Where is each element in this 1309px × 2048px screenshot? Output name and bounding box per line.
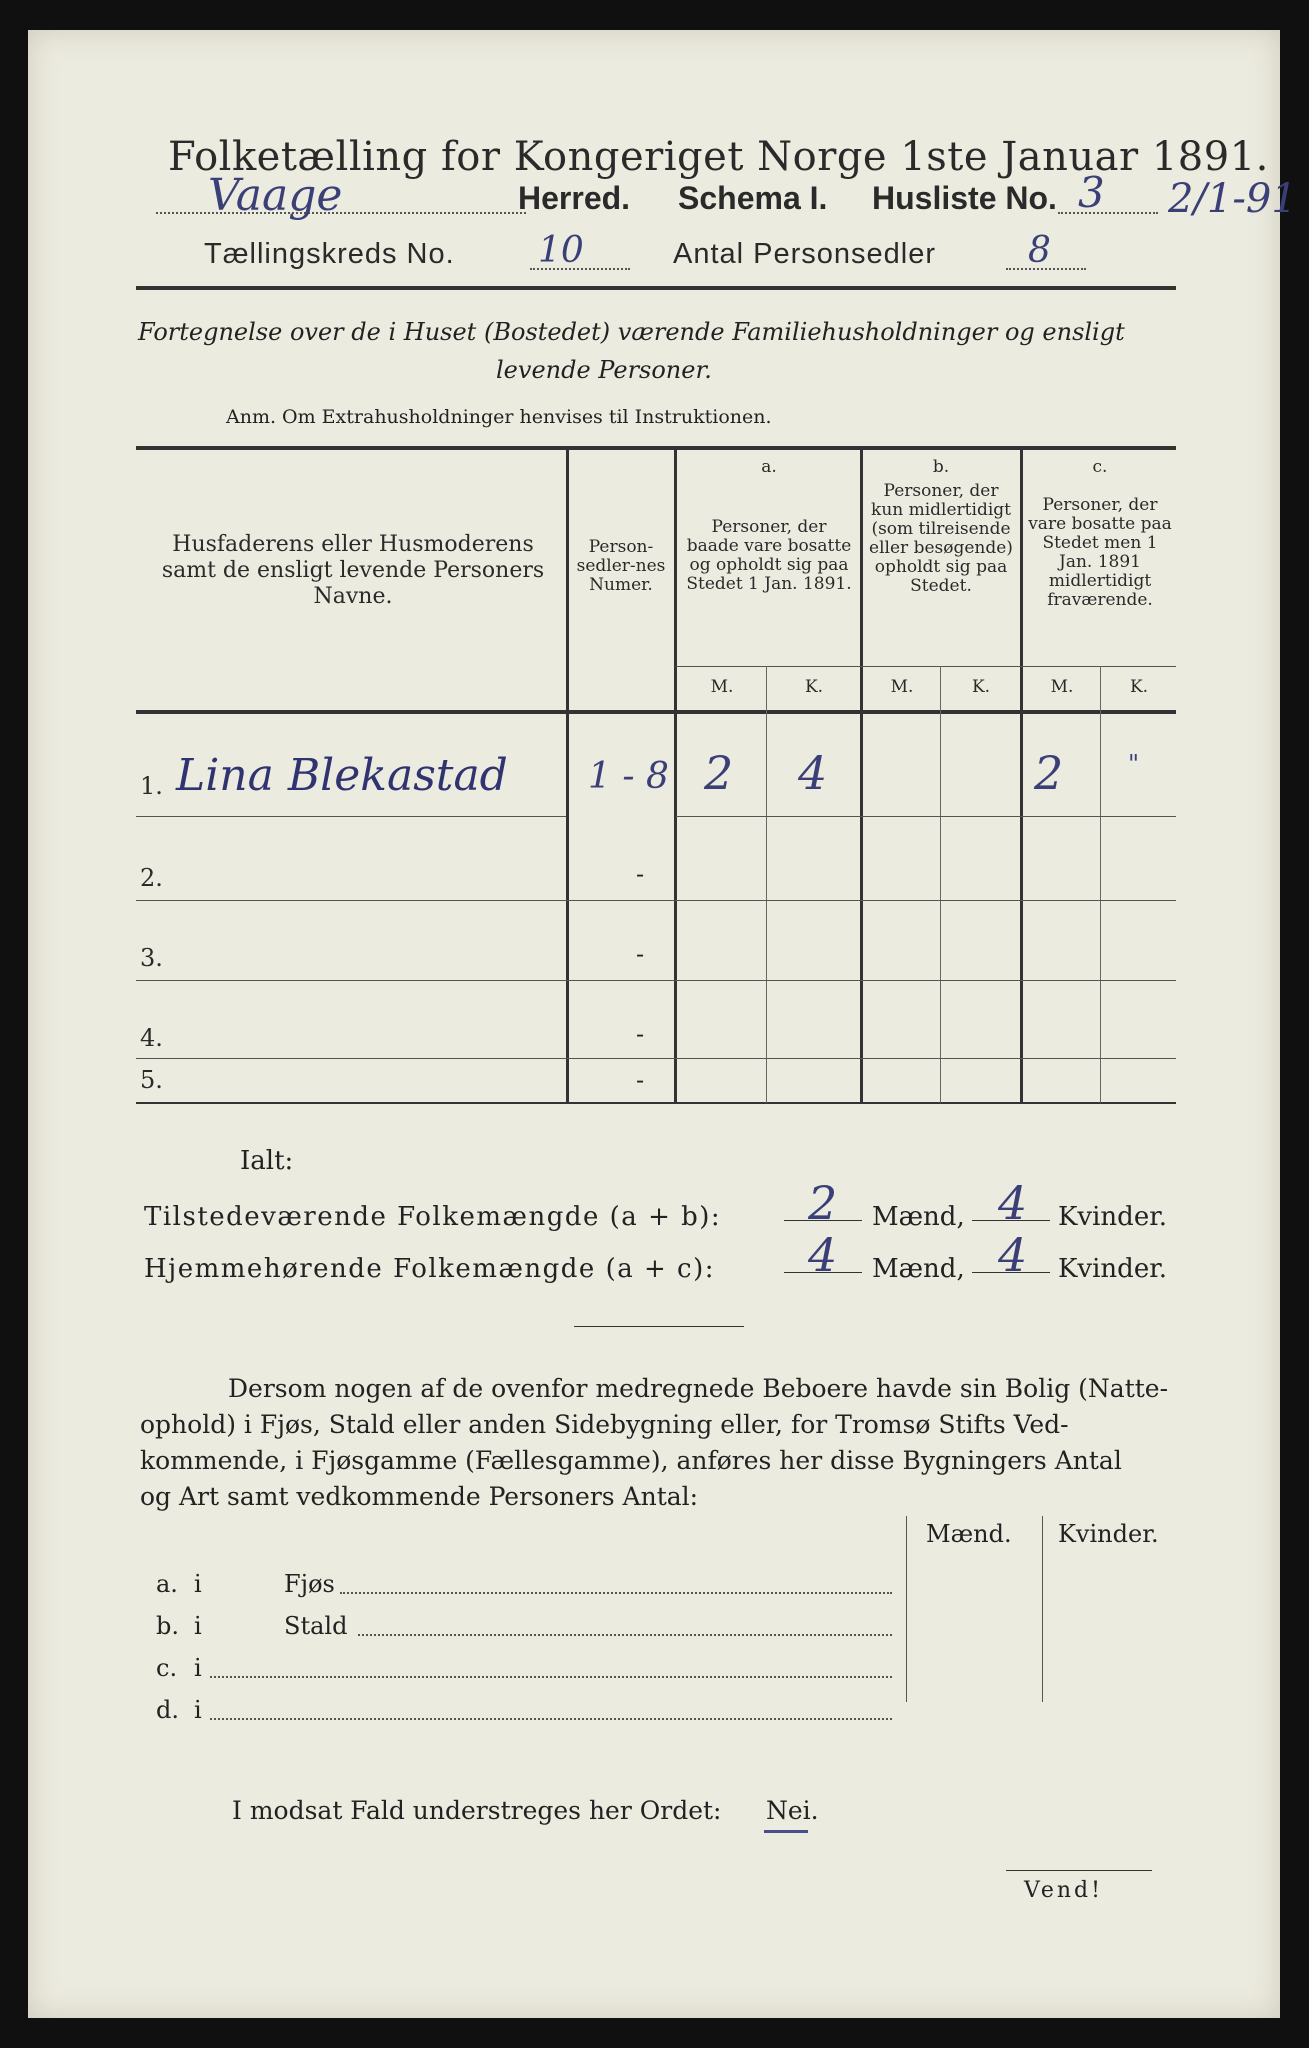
footer-text: I modsat Fald understreges her Ordet: [232, 1796, 722, 1825]
building-row-b-i: i [194, 1612, 202, 1640]
b-k-header: K. [971, 677, 991, 697]
husliste-value: 3 [1078, 168, 1105, 217]
schema-label: Schema I. [678, 180, 828, 216]
col-b-letter: b. [932, 457, 950, 477]
tilstede-m-value: 2 [808, 1176, 838, 1230]
col-a-header: Personer, der baade vare bosatte og opholdt sig paa Stedet 1 Jan. 1891. [686, 517, 852, 594]
col-a-letter: a. [761, 457, 777, 477]
tilstede-k-value: 4 [998, 1176, 1028, 1230]
buildings-maend-header: Mænd. [926, 1520, 1012, 1548]
building-row-c-letter: c. [156, 1654, 178, 1682]
vend-rule [1006, 1870, 1152, 1871]
hjemme-maend: Mænd, [872, 1254, 965, 1284]
hjemme-kvinder: Kvinder. [1058, 1254, 1168, 1284]
building-row-a-label: Fjøs [284, 1570, 335, 1598]
row-2-rule [136, 900, 1176, 901]
row-4-rule [136, 1058, 1176, 1059]
buildings-kvinder-header: Kvinder. [1058, 1520, 1159, 1548]
row-4-num: - [636, 1020, 645, 1048]
herred-value: Vaage [208, 170, 343, 221]
building-row-a-i: i [194, 1570, 202, 1598]
row-1-data-rule [676, 816, 1176, 817]
building-row-b-letter: b. [156, 1612, 179, 1640]
building-row-d-i: i [194, 1696, 202, 1724]
herred-label: Herred. [518, 180, 631, 216]
col-divider-b-mk [940, 666, 941, 1103]
col-num-header: Person-sedler-nes Numer. [576, 537, 666, 595]
buildings-para-2: ophold) i Fjøs, Stald eller anden Sidebygning eller, for Tromsø Stifts Ved- [140, 1410, 1069, 1439]
nei-underline [764, 1830, 808, 1833]
form-title: Folketælling for Kongeriget Norge 1ste Januar 1891. [168, 134, 1269, 180]
col-divider-4 [1020, 448, 1023, 1103]
vend-text: Vend! [1024, 1878, 1103, 1903]
tilstede-maend: Mænd, [872, 1202, 965, 1232]
col-c-header: Personer, der vare bosatte paa Stedet men 1 Jan. 1891 midlertidigt fraværende. [1028, 495, 1172, 610]
col-divider-a-mk [766, 666, 767, 1103]
col-divider-3 [860, 448, 863, 1103]
a-k-header: K. [804, 677, 824, 697]
hjemme-m-value: 4 [808, 1228, 838, 1282]
kreds-value: 10 [538, 230, 584, 271]
col-name-header: Husfaderens eller Husmoderens samt de ensligt levende Personers Navne. [161, 532, 545, 609]
row-1-c-m: 2 [1034, 746, 1064, 800]
personsedler-label: Antal Personsedler [673, 238, 937, 270]
b-m-header: M. [890, 677, 914, 697]
row-3-number: 3. [140, 944, 163, 972]
header-rule [136, 286, 1176, 290]
building-row-d-letter: d. [156, 1696, 179, 1724]
col-c-letter: c. [1092, 457, 1108, 477]
row-1-num: 1 - 8 [588, 756, 669, 797]
col-divider-2 [674, 448, 677, 1103]
row-4-number: 4. [140, 1024, 163, 1052]
mk-rule [676, 666, 1176, 667]
row-2-num: - [636, 860, 645, 888]
a-m-header: M. [710, 677, 734, 697]
row-3-num: - [636, 940, 645, 968]
building-row-b-dots [358, 1634, 892, 1636]
intro-line-2: levende Personer. [496, 356, 712, 384]
section-divider [574, 1326, 744, 1327]
buildings-divider-2 [1042, 1516, 1043, 1702]
tilstede-label: Tilstedeværende Folkemængde (a + b): [144, 1202, 722, 1232]
row-1-name: Lina Blekastad [176, 750, 508, 801]
anm-note: Anm. Om Extrahusholdninger henvises til Instruktionen. [226, 406, 772, 428]
row-1-name-rule [136, 816, 566, 817]
row-1-number: 1. [140, 772, 163, 800]
hjemme-label: Hjemmehørende Folkemængde (a + c): [144, 1254, 715, 1284]
buildings-para-1: Dersom nogen af de ovenfor medregnede Beboere havde sin Bolig (Natte- [228, 1374, 1169, 1403]
col-divider-c-mk [1100, 666, 1101, 1103]
col-b-header: Personer, der kun midlertidigt (som tilreisende eller besøgende) opholdt sig paa Stedet. [869, 481, 1013, 596]
kreds-label: Tællingskreds No. [204, 238, 455, 270]
date-note: 2/1-91 [1168, 176, 1297, 222]
intro-line-1: Fortegnelse over de i Huset (Bostedet) værende Familiehusholdninger og ensligt [138, 318, 1125, 346]
building-row-a-dots [340, 1592, 892, 1594]
buildings-divider-1 [906, 1516, 907, 1702]
row-1-a-m: 2 [704, 746, 734, 800]
building-row-d-dots [210, 1718, 892, 1720]
row-2-number: 2. [140, 864, 163, 892]
census-form-sheet [28, 30, 1297, 2018]
husliste-label: Husliste No. [872, 180, 1057, 216]
row-5-number: 5. [140, 1066, 163, 1094]
ialt-label: Ialt: [240, 1146, 294, 1176]
footer-nei: Nei. [766, 1796, 819, 1825]
row-3-rule [136, 980, 1176, 981]
row-1-a-k: 4 [798, 746, 828, 800]
building-row-a-letter: a. [156, 1570, 178, 1598]
building-row-c-i: i [194, 1654, 202, 1682]
tilstede-kvinder: Kvinder. [1058, 1202, 1168, 1232]
building-row-c-dots [210, 1676, 892, 1678]
buildings-para-3: kommende, i Fjøsgamme (Fællesgamme), anføres her disse Bygningers Antal [140, 1446, 1122, 1475]
building-row-b-label: Stald [284, 1612, 348, 1640]
col-divider-1 [566, 448, 569, 1103]
hjemme-k-value: 4 [998, 1228, 1028, 1282]
c-m-header: M. [1050, 677, 1074, 697]
husliste-dotline [1058, 212, 1158, 214]
row-5-num: - [636, 1066, 645, 1094]
buildings-para-4: og Art samt vedkommende Personers Antal: [140, 1482, 699, 1511]
personsedler-value: 8 [1028, 230, 1051, 271]
c-k-header: K. [1129, 677, 1149, 697]
row-1-c-k: " [1128, 750, 1140, 778]
